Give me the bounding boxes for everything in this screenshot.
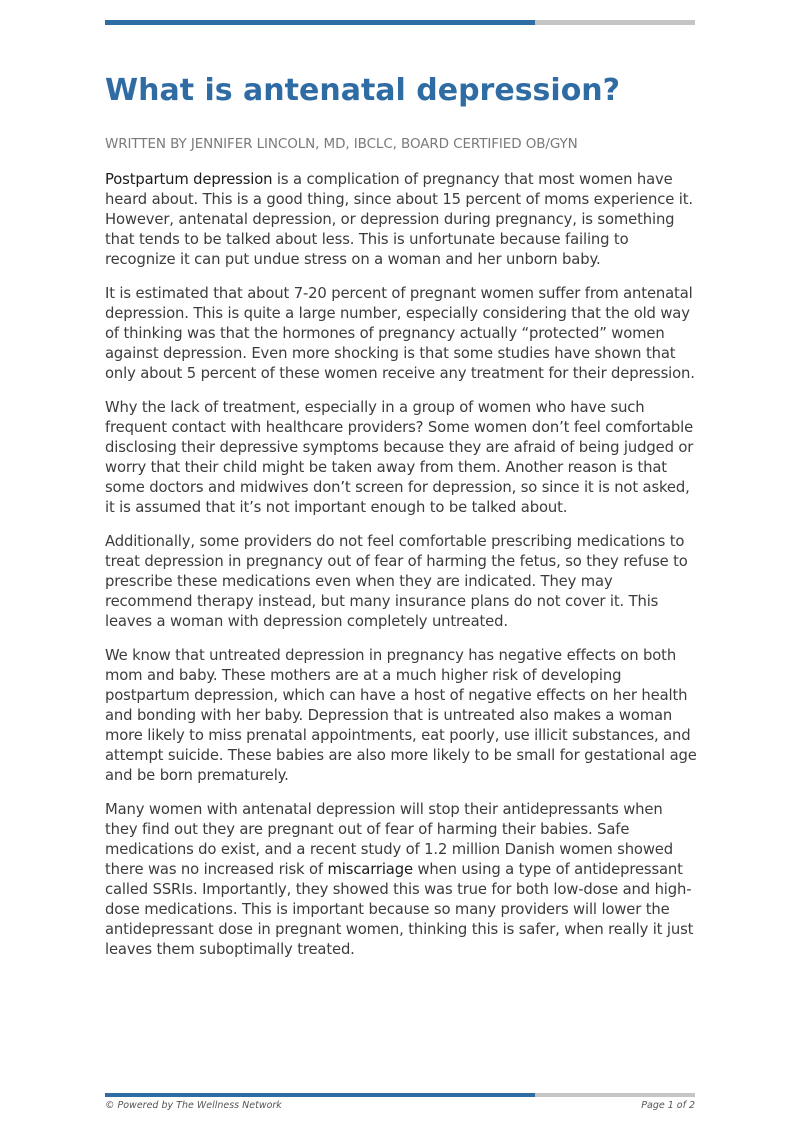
paragraph-1	[105, 170, 697, 270]
paragraph-4: Additionally, some providers do not feel comfortable prescribing medications to treat depression in pregnancy out of fear of harming the fetus, so they refuse to prescribe these medications even when they are indicated. They may recommend therapy instead, but many insurance plans do not cover it. This leaves a woman with depression completely untreated.	[105, 533, 688, 630]
bottom-divider-bar	[105, 1093, 695, 1097]
paragraph-1-text: is a complication of pregnancy that most women have heard about. This is a good thing, since about 15 percent of moms experience it. However, antenatal depression, or depression during pregnancy, is something that tends to be talked about less. This is unfortunate because failing to recognize it can put undue stress on a woman and her unborn baby.	[105, 171, 693, 268]
paragraph-6-text-before: Many women with antenatal depression will stop their antidepressants when they find out they are pregnant out of fear of harming their babies. Safe medications do exist, and a recent study of 1.2 million Danish women showed there was no increased risk of	[105, 801, 673, 878]
footer-credit: © Powered by The Wellness Network	[105, 1100, 282, 1111]
paragraph-6-text-after: when using a type of antidepressant called SSRIs. Importantly, they showed this was true for both low-dose and high-dose medications. This is important because so many providers will lower the antidepressant dose in pregnant women, thinking this is safer, when really it just leaves them suboptimally treated.	[105, 861, 694, 958]
paragraph-3: Why the lack of treatment, especially in a group of women who have such frequent contact with healthcare providers? Some women don’t feel comfortable disclosing their depressive symptoms because they are afraid of being judged or worry that their child might be taken away from them. Another reason is that some doctors and midwives don’t screen for depression, so since it is not asked, it is assumed that it’s not important enough to be talked about.	[105, 399, 694, 516]
postpartum-depression-link[interactable]: Postpartum depression	[105, 171, 273, 188]
top-divider-accent	[105, 20, 535, 25]
paragraph-6	[105, 800, 697, 960]
article-body	[105, 170, 697, 974]
article-title: What is antenatal depression?	[105, 73, 621, 108]
paragraph-5: We know that untreated depression in pregnancy has negative effects on both mom and baby. These mothers are at a much higher risk of developing postpartum depression, which can have a host of negative effects on her health and bonding with her baby. Depression that is untreated also makes a woman more likely to miss prenatal appointments, eat poorly, use illicit substances, and attempt suicide. These babies are also more likely to be small for gestational age and be born prematurely.	[105, 647, 697, 784]
miscarriage-link[interactable]: miscarriage	[327, 861, 413, 878]
page-footer	[105, 1100, 695, 1111]
top-divider-bar	[105, 20, 695, 25]
bottom-divider-accent	[105, 1093, 535, 1097]
page-number: Page 1 of 2	[641, 1100, 695, 1111]
paragraph-2: It is estimated that about 7-20 percent of pregnant women suffer from antenatal depression. This is quite a large number, especially considering that the old way of thinking was that the hormones of pregnancy actually “protected” women against depression. Even more shocking is that some studies have shown that only about 5 percent of these women receive any treatment for their depression.	[105, 285, 695, 382]
bottom-divider-grey	[535, 1093, 695, 1097]
top-divider-grey	[535, 20, 695, 25]
article-byline: WRITTEN BY JENNIFER LINCOLN, MD, IBCLC, BOARD CERTIFIED OB/GYN	[105, 136, 578, 152]
